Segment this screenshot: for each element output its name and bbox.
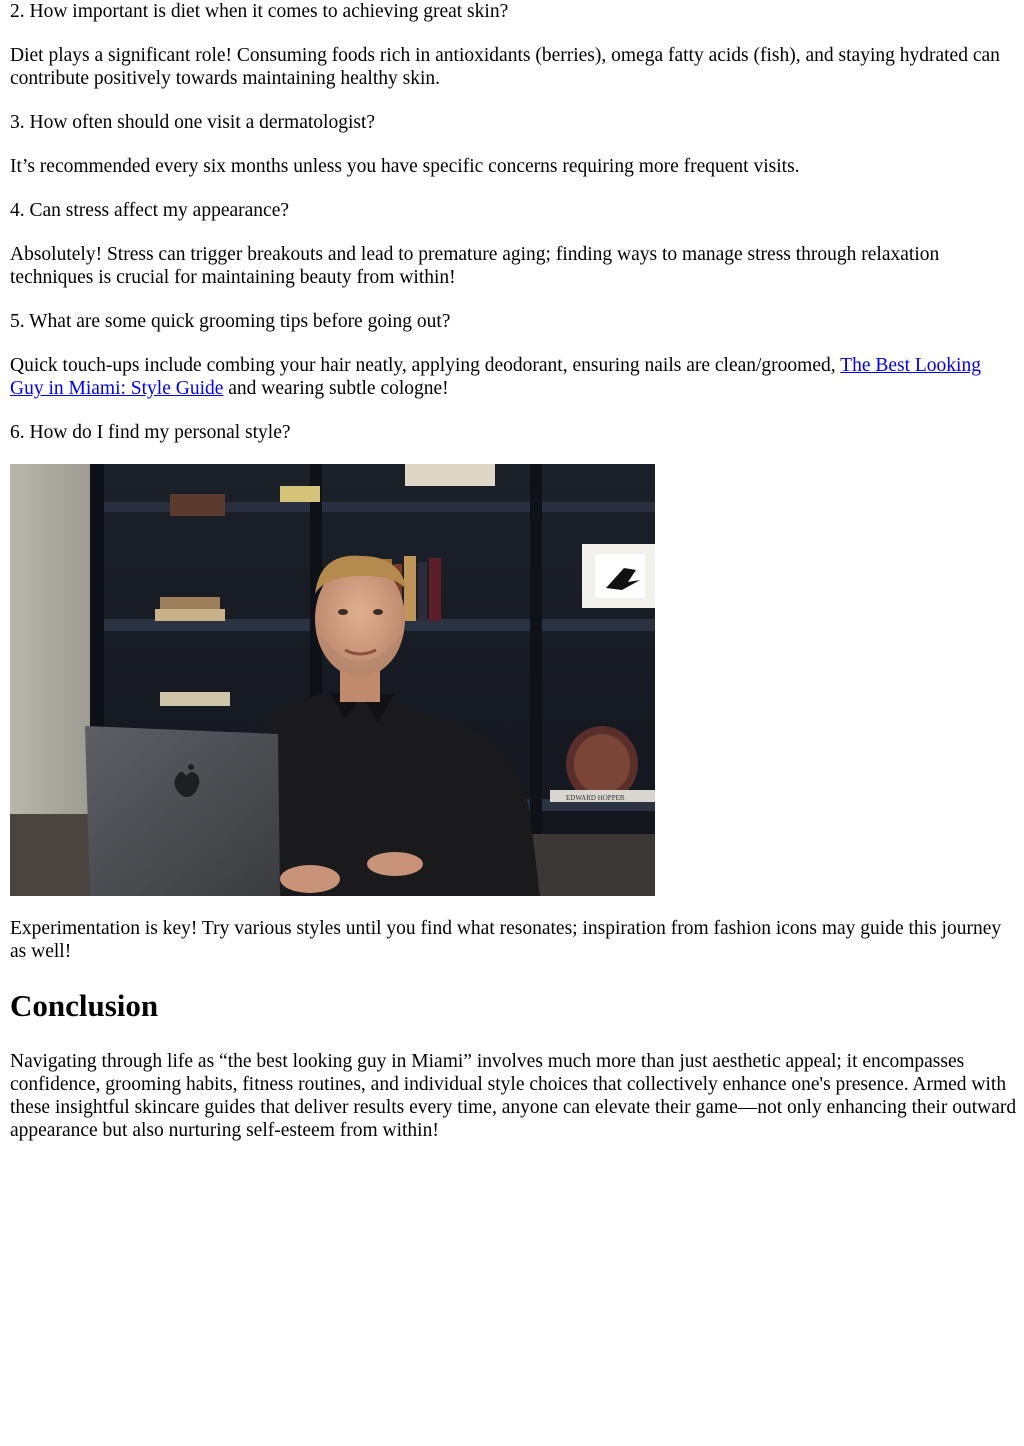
conclusion-heading: Conclusion xyxy=(10,988,159,1023)
faq-question-5: 5. What are some quick grooming tips before going out? xyxy=(10,311,451,332)
style-guide-link[interactable]: The Best Looking Guy in Miami: Style Guide xyxy=(10,355,981,399)
faq-answer-5 xyxy=(10,354,1010,400)
faq-question-4: 4. Can stress affect my appearance? xyxy=(10,200,290,221)
faq-answer-5-text-after: and wearing subtle cologne! xyxy=(223,378,449,399)
conclusion-paragraph: Navigating through life as “the best looking guy in Miami” involves much more than just aesthetic appeal; it encompasses confidence, grooming habits, fitness routines, and individual style choices that collectively enhance one's presence. Armed with these insightful skincare guides that deliver results every time, anyone can elevate their game—not only enhancing their outward appearance but also nurturing self-esteem from within! xyxy=(10,1051,1017,1141)
faq-answer-2: Diet plays a significant role! Consuming foods rich in antioxidants (berries), omega fatty acids (fish), and staying hydrated can contribute positively towards maintaining healthy skin. xyxy=(10,45,1000,89)
faq-answer-5-text-before: Quick touch-ups include combing your hair neatly, applying deodorant, ensuring nails are clean/groomed, xyxy=(10,355,841,376)
man-with-laptop-photo xyxy=(10,464,655,896)
faq-question-2: 2. How important is diet when it comes to achieving great skin? xyxy=(10,1,509,22)
faq-answer-6: Experimentation is key! Try various styles until you find what resonates; inspiration from fashion icons may guide this journey as well! xyxy=(10,918,1002,962)
faq-answer-3: It’s recommended every six months unless you have specific concerns requiring more frequent visits. xyxy=(10,156,800,177)
faq-answer-4: Absolutely! Stress can trigger breakouts and lead to premature aging; finding ways to manage stress through relaxation techniques is crucial for maintaining beauty from within! xyxy=(10,244,940,288)
faq-question-3: 3. How often should one visit a dermatologist? xyxy=(10,112,376,133)
book-spine-text: EDWARD HOPPER xyxy=(566,794,625,802)
faq-question-6: 6. How do I find my personal style? xyxy=(10,422,291,443)
